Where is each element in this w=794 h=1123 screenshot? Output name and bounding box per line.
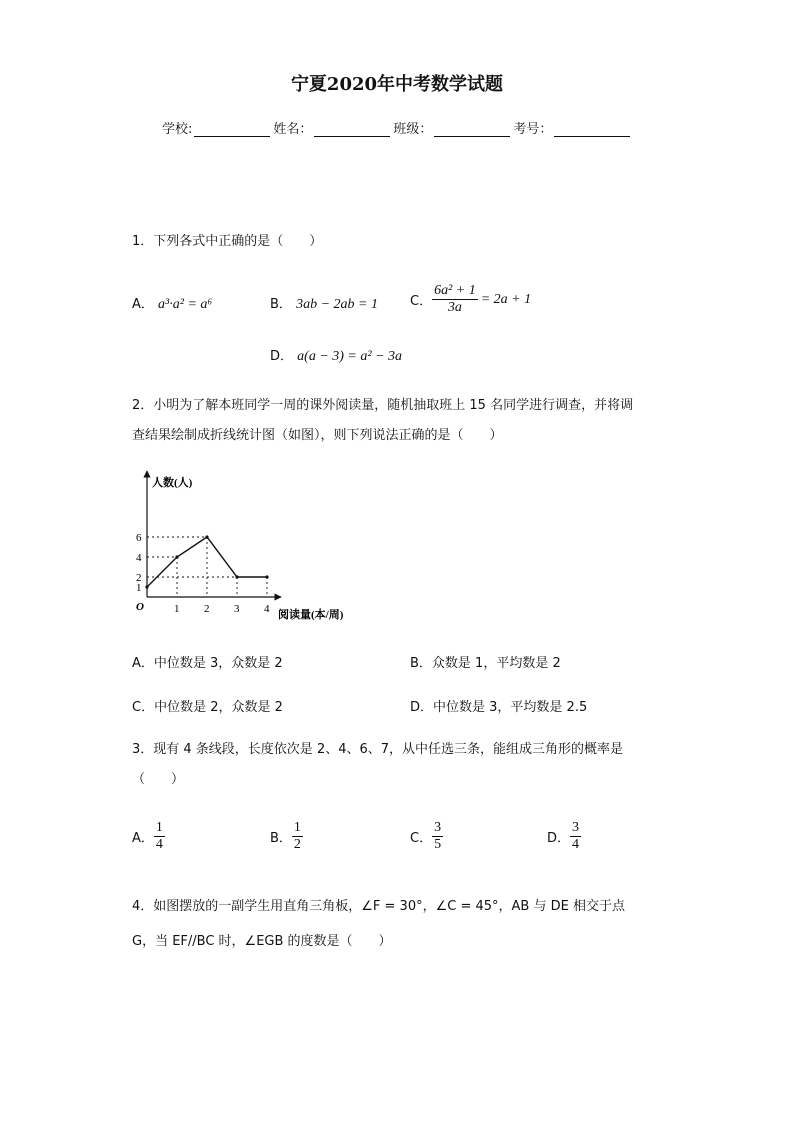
chart-x-tick-label: 4 [264,603,270,615]
q2-option-a: A．中位数是 3，众数是 2 [132,656,283,671]
school-blank [194,122,270,137]
q3-option-c-numerator: 3 [434,820,442,835]
q4-stem-line2: G，当 EF//BC 时，∠EGB 的度数是（ ） [132,934,392,949]
q3-option-d-denominator: 4 [572,837,580,852]
q1-option-d [270,345,402,365]
q3-option-b-denominator: 2 [293,837,301,852]
q1-stem: 1．下列各式中正确的是（ ） [132,234,323,249]
q3-option-b-fraction [292,820,303,853]
q1-option-d-label: D． [270,349,294,364]
q1-option-d-formula: a(a − 3) = a² − 3a [297,349,403,364]
q3-option-b-numerator: 1 [293,820,301,835]
chart-point [145,585,148,588]
chart-ylabel: 人数(人) [152,477,193,489]
q2-option-d: D．中位数是 3，平均数是 2.5 [410,700,588,715]
q1-option-b-label: B． [270,297,292,312]
q1-option-c-fraction [432,283,478,316]
q1-option-c-label: C． [410,294,433,309]
q3-option-d-fraction [570,820,581,853]
class-label: 班级： [393,122,433,137]
q3-option-d-label: D． [547,831,571,846]
q1-option-a-formula: a³·a² = a⁶ [158,297,213,312]
chart-x-tick-label: 1 [174,603,180,615]
q2-option-c: C．中位数是 2，众数是 2 [132,700,283,715]
chart-point [265,575,268,578]
q3-option-c-denominator: 5 [434,837,442,852]
reading-line-chart [128,468,368,628]
name-blank [314,122,390,137]
chart-xlabel: 阅读量(本/周) [278,609,344,621]
chart-x-tick-label: 2 [204,603,210,615]
page-title: 宁夏2020年中考数学试题 [290,74,504,95]
chart-point [205,535,208,538]
chart-y-tick-label: 2 [136,572,142,584]
exam-no-label: 考号： [513,122,553,137]
chart-x-tick-label: 3 [234,603,240,615]
q1-option-c-numerator: 6a² + 1 [434,283,476,298]
q3-option-c [410,820,443,853]
q3-option-a-label: A． [132,831,154,846]
q3-option-a [132,820,165,853]
q1-option-b [270,293,378,313]
chart-y-tick-label: 1 [136,582,142,594]
q1-option-c [410,283,531,316]
q1-option-c-rhs: = 2a + 1 [480,291,532,307]
q1-option-a-label: A． [132,297,154,312]
q3-option-b-label: B． [270,831,292,846]
name-label: 姓名： [273,122,313,137]
student-info-row [162,118,633,137]
q3-option-c-label: C． [410,831,433,846]
q3-option-d [547,820,581,853]
school-label: 学校: [162,122,193,137]
q3-option-a-denominator: 4 [155,837,163,852]
chart-y-tick-label: 6 [136,532,142,544]
class-blank [434,122,510,137]
q1-option-a [132,293,212,313]
exam-no-blank [554,122,630,137]
chart-point [235,575,238,578]
chart-origin-label: O [136,601,144,613]
q4-stem-line1: 4．如图摆放的一副学生用直角三角板，∠F = 30°，∠C = 45°，AB 与 DE 相交于点 [132,899,625,914]
q2-stem-line2: 查结果绘制成折线统计图（如图），则下列说法正确的是（ ） [132,428,503,443]
q3-option-c-fraction [432,820,443,853]
q3-stem-line2: （ ） [132,772,185,787]
q2-option-b: B．众数是 1，平均数是 2 [410,656,561,671]
q2-stem-line1: 2．小明为了解本班同学一周的课外阅读量，随机抽取班上 15 名同学进行调查，并将调 [132,398,634,413]
chart-y-tick-label: 4 [136,552,142,564]
q1-option-c-denominator: 3a [447,300,462,315]
q3-stem-line1: 3．现有 4 条线段，长度依次是 2、4、6、7，从中任选三条，能组成三角形的概率是 [132,742,624,757]
chart-point [175,555,178,558]
q3-option-a-numerator: 1 [155,820,163,835]
q1-option-b-formula: 3ab − 2ab = 1 [296,297,378,312]
q3-option-d-numerator: 3 [572,820,580,835]
q3-option-a-fraction [154,820,165,853]
q3-option-b [270,820,303,853]
